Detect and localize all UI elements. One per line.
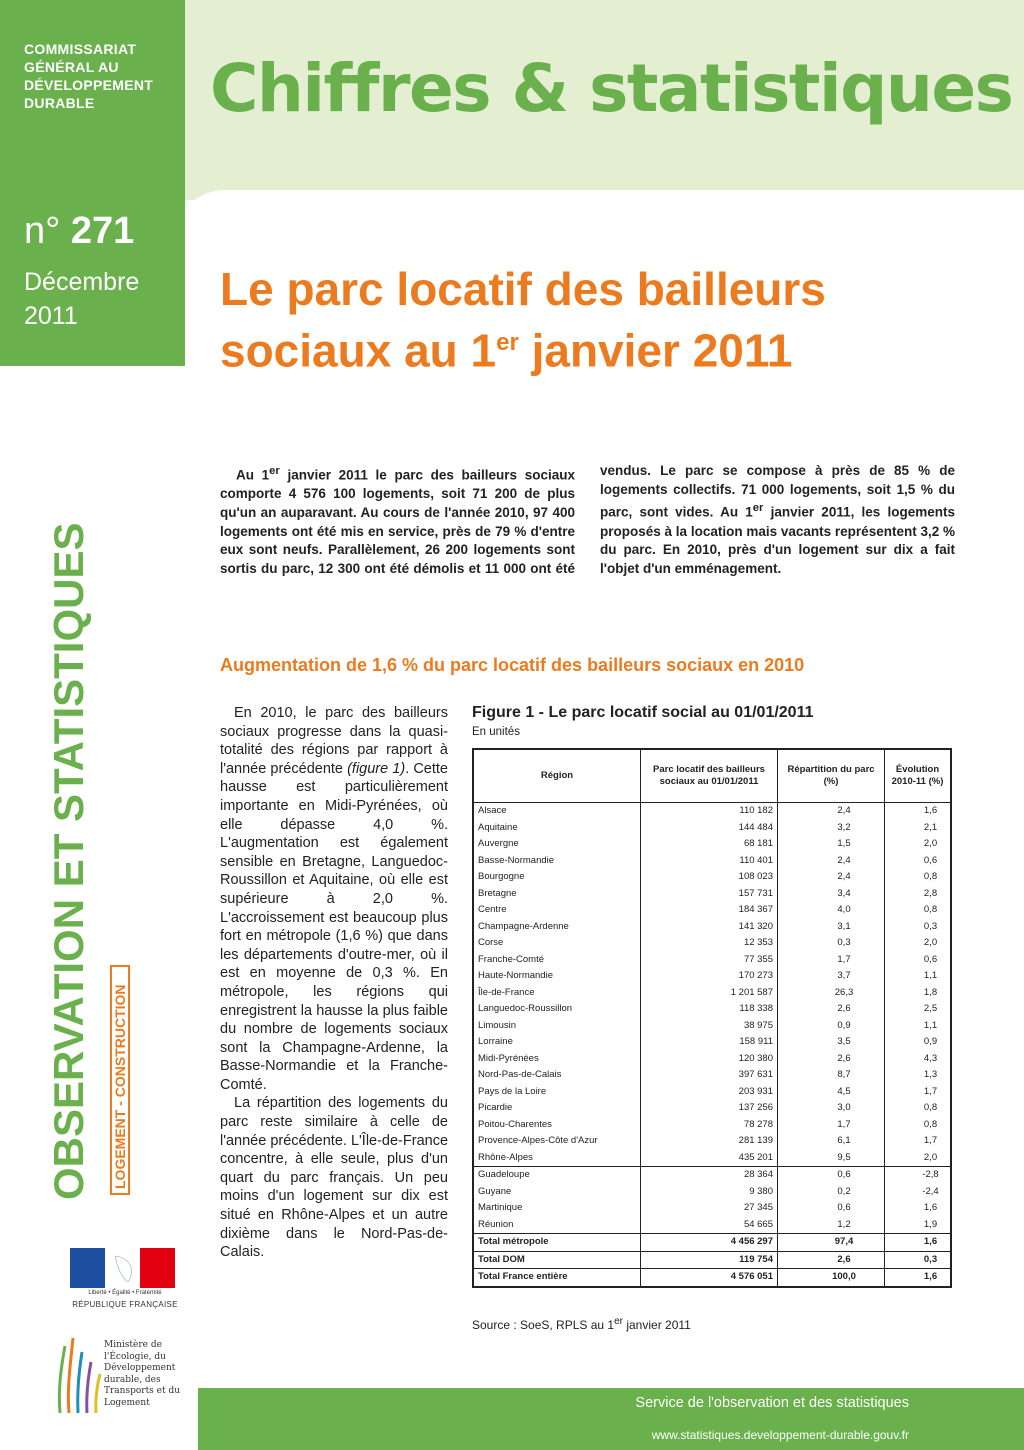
header-repartition: Répartition du parc (%)	[778, 749, 885, 803]
issue-prefix: n°	[24, 210, 61, 252]
cell-evolution: 0,6	[885, 952, 952, 969]
cell-parc: 170 273	[641, 968, 778, 985]
cell-repartition: 0,6	[778, 1167, 885, 1184]
issue-date	[24, 265, 184, 333]
cell-region: Basse-Normandie	[473, 853, 641, 870]
cell-repartition: 0,6	[778, 1200, 885, 1217]
table-row	[473, 1001, 951, 1018]
cell-region: Guyane	[473, 1184, 641, 1201]
cell-evolution: 0,8	[885, 902, 952, 919]
cell-parc: 78 278	[641, 1117, 778, 1134]
cell-parc: 1 201 587	[641, 985, 778, 1002]
cell-repartition: 2,6	[778, 1001, 885, 1018]
cell-region: Rhône-Alpes	[473, 1150, 641, 1167]
cell-evolution: 2,1	[885, 820, 952, 837]
cell-evolution: 0,8	[885, 1100, 952, 1117]
ministry-header-text: COMMISSARIAT GÉNÉRAL AU DÉVELOPPEMENT DURABLE	[24, 41, 154, 111]
table-row	[473, 1100, 951, 1117]
cell-repartition: 9,5	[778, 1150, 885, 1167]
body-text	[220, 704, 448, 1262]
cell-region: Alsace	[473, 803, 641, 820]
ministry-logo	[55, 1328, 105, 1418]
figure-unit: En unités	[472, 726, 520, 738]
cell-region: Midi-Pyrénées	[473, 1051, 641, 1068]
cell-repartition: 2,6	[778, 1251, 885, 1269]
table-row	[473, 952, 951, 969]
table-row	[473, 1117, 951, 1134]
cell-parc: 203 931	[641, 1084, 778, 1101]
table-row	[473, 1034, 951, 1051]
intro-sup: er	[269, 465, 280, 477]
cell-region: Martinique	[473, 1200, 641, 1217]
source-text-a: Source : SoeS, RPLS au 1	[472, 1318, 615, 1332]
cell-region: Total métropole	[473, 1234, 641, 1252]
cell-parc: 38 975	[641, 1018, 778, 1035]
table-row	[473, 886, 951, 903]
cell-parc: 118 338	[641, 1001, 778, 1018]
cell-region: Total France entière	[473, 1269, 641, 1287]
cell-evolution: 1,1	[885, 968, 952, 985]
table-row	[473, 1133, 951, 1150]
cell-parc: 141 320	[641, 919, 778, 936]
header-parc: Parc locatif des bailleurs sociaux au 01/01/2011	[641, 749, 778, 803]
cell-repartition: 2,4	[778, 853, 885, 870]
cell-region: Limousin	[473, 1018, 641, 1035]
cell-repartition: 0,3	[778, 935, 885, 952]
cell-region: Corse	[473, 935, 641, 952]
cell-repartition: 1,7	[778, 1117, 885, 1134]
cell-evolution: 0,3	[885, 919, 952, 936]
cell-parc: 281 139	[641, 1133, 778, 1150]
cell-region: Nord-Pas-de-Calais	[473, 1067, 641, 1084]
table-row	[473, 1150, 951, 1167]
article-title-sup: er	[496, 329, 519, 356]
cell-parc: 397 631	[641, 1067, 778, 1084]
body-p1-b: . Cette hausse est particulièrement importante en Midi-Pyrénées, où elle dépasse 4,0 %. L'augmentation est également sensible en Bretagne, Languedoc-Roussillon et Aquitaine, où elle est supérieure à 2,0 %. L'accroissement est beaucoup plus fort en métropole (1,6 %) que dans les départements d'outre-mer, où il est en moyenne de 0,3 %. En métropole, les régions qui enregistrent la hausse la plus faible du nombre de logements sociaux sont la Champagne-Ardenne, la Basse-Normandie et la Franche-Comté.	[220, 760, 448, 1093]
cell-evolution: -2,4	[885, 1184, 952, 1201]
cell-region: Poitou-Charentes	[473, 1117, 641, 1134]
footer-service: Service de l'observation et des statistiques	[635, 1395, 909, 1411]
header-evolution: Évolution 2010-11 (%)	[885, 749, 952, 803]
republique-text: RÉPUBLIQUE FRANÇAISE	[72, 1300, 178, 1309]
cell-evolution: 2,0	[885, 836, 952, 853]
issue-number	[24, 210, 134, 253]
cell-repartition: 4,5	[778, 1084, 885, 1101]
cell-evolution: 1,6	[885, 1269, 952, 1287]
cell-repartition: 0,2	[778, 1184, 885, 1201]
intro-text-b: janvier 2011 le parc des bailleurs sociaux comporte 4 576 100 logements, soit 71 200 de plus qu'un an auparavant. Au cours de l'année 2010, 97 400 logements ont été mis en service, près de 79 % d'entre eux sont neufs. Parallèlement, 26 200 logements sont sortis du parc, 12 300 ont été démolis et 11 000 ont été vendus. Le parc se compose à près de 85 % de logements collectifs. 71 000 logements, soit 1,5 % du parc, sont vides. Au 1	[220, 463, 955, 577]
cell-repartition: 3,7	[778, 968, 885, 985]
cell-evolution: 1,7	[885, 1133, 952, 1150]
cell-evolution: 1,6	[885, 803, 952, 820]
table-body	[473, 803, 951, 1287]
cell-parc: 54 665	[641, 1217, 778, 1234]
cell-evolution: 2,8	[885, 886, 952, 903]
cell-evolution: 2,0	[885, 1150, 952, 1167]
cell-evolution: 1,3	[885, 1067, 952, 1084]
table-row-total	[473, 1234, 951, 1252]
cell-evolution: 4,3	[885, 1051, 952, 1068]
cell-parc: 4 576 051	[641, 1269, 778, 1287]
cell-parc: 144 484	[641, 820, 778, 837]
footer-url-link[interactable]: www.statistiques.developpement-durable.gouv.fr	[651, 1428, 909, 1442]
cell-evolution: 0,8	[885, 1117, 952, 1134]
cell-region: Guadeloupe	[473, 1167, 641, 1184]
cell-region: Bourgogne	[473, 869, 641, 886]
vertical-series-title: OBSERVATION ET STATISTIQUES	[45, 522, 92, 1200]
body-p2: La répartition des logements du parc reste similaire à celle de l'année précédente. L'Île-de-France concentre, à elle seule, plus d'un quart du parc français. Un peu moins d'un logement sur dix est situé en Rhône-Alpes et un autre dixième dans le Nord-Pas-de-Calais.	[220, 1095, 449, 1261]
marianne-logo	[70, 1248, 175, 1288]
cell-parc: 119 754	[641, 1251, 778, 1269]
table-row	[473, 836, 951, 853]
table-row	[473, 1084, 951, 1101]
cell-repartition: 1,7	[778, 952, 885, 969]
cell-region: Total DOM	[473, 1251, 641, 1269]
cell-repartition: 100,0	[778, 1269, 885, 1287]
cell-repartition: 6,1	[778, 1133, 885, 1150]
cell-region: Auvergne	[473, 836, 641, 853]
cell-parc: 68 181	[641, 836, 778, 853]
cell-repartition: 3,2	[778, 820, 885, 837]
cell-evolution: 1,6	[885, 1200, 952, 1217]
cell-region: Bretagne	[473, 886, 641, 903]
table-row	[473, 820, 951, 837]
intro-text-a: Au 1	[236, 467, 270, 483]
cell-region: Picardie	[473, 1100, 641, 1117]
cell-evolution: 0,8	[885, 869, 952, 886]
cell-repartition: 8,7	[778, 1067, 885, 1084]
table-row-dom	[473, 1217, 951, 1234]
article-title-part2: janvier 2011	[518, 324, 793, 377]
cell-parc: 137 256	[641, 1100, 778, 1117]
cell-repartition: 0,9	[778, 1018, 885, 1035]
cell-parc: 27 345	[641, 1200, 778, 1217]
cell-parc: 184 367	[641, 902, 778, 919]
cell-region: Haute-Normandie	[473, 968, 641, 985]
cell-evolution: 1,7	[885, 1084, 952, 1101]
cell-region: Centre	[473, 902, 641, 919]
cell-region: Languedoc-Roussillon	[473, 1001, 641, 1018]
cell-parc: 4 456 297	[641, 1234, 778, 1252]
table-row	[473, 935, 951, 952]
cell-region: Provence-Alpes-Côte d'Azur	[473, 1133, 641, 1150]
cell-parc: 77 355	[641, 952, 778, 969]
cell-parc: 435 201	[641, 1150, 778, 1167]
table-row-total	[473, 1251, 951, 1269]
region-table	[472, 748, 952, 1288]
article-title-part1: Le parc locatif des bailleurs sociaux au 1	[220, 263, 826, 377]
source-sup: er	[614, 1316, 623, 1327]
figure-reference-link[interactable]: (figure 1)	[347, 760, 406, 777]
table-row	[473, 1051, 951, 1068]
table-row-dom	[473, 1184, 951, 1201]
issue-year: 2011	[24, 302, 78, 330]
cell-evolution: 2,5	[885, 1001, 952, 1018]
cell-region: Île-de-France	[473, 985, 641, 1002]
cell-region: Réunion	[473, 1217, 641, 1234]
table-row	[473, 919, 951, 936]
cell-parc: 9 380	[641, 1184, 778, 1201]
cell-evolution: 2,0	[885, 935, 952, 952]
cell-evolution: 1,9	[885, 1217, 952, 1234]
cell-repartition: 2,4	[778, 803, 885, 820]
table-row	[473, 1018, 951, 1035]
cell-repartition: 2,4	[778, 869, 885, 886]
cell-repartition: 26,3	[778, 985, 885, 1002]
cell-region: Lorraine	[473, 1034, 641, 1051]
cell-evolution: 1,8	[885, 985, 952, 1002]
article-title	[220, 262, 980, 377]
table-row	[473, 853, 951, 870]
intro-text-c: janvier 2011, les logements proposés à la location mais vacants représentent 3,2 % du parc. En 2010, près d'un logement sur dix a fait l'objet d'un emménagement.	[600, 504, 955, 577]
table-row-dom	[473, 1167, 951, 1184]
table-row	[473, 1067, 951, 1084]
publication-title: Chiffres & statistiques	[210, 50, 1013, 127]
body-p1-a: En 2010, le parc des bailleurs sociaux progresse dans la quasi-totalité des régions par rapport à l'année précédente	[220, 705, 448, 777]
cell-parc: 110 401	[641, 853, 778, 870]
source-text-b: janvier 2011	[623, 1318, 691, 1332]
cell-evolution: 1,1	[885, 1018, 952, 1035]
cell-region: Aquitaine	[473, 820, 641, 837]
cell-repartition: 1,5	[778, 836, 885, 853]
cell-repartition: 4,0	[778, 902, 885, 919]
table-row	[473, 803, 951, 820]
section-heading: Augmentation de 1,6 % du parc locatif des bailleurs sociaux en 2010	[220, 655, 805, 675]
intro-sup2: er	[752, 502, 764, 515]
cell-evolution: 0,6	[885, 853, 952, 870]
cell-parc: 108 023	[641, 869, 778, 886]
cell-parc: 120 380	[641, 1051, 778, 1068]
intro-summary	[220, 462, 955, 579]
cell-region: Pays de la Loire	[473, 1084, 641, 1101]
cell-repartition: 3,5	[778, 1034, 885, 1051]
issue-number-value: 271	[70, 210, 135, 252]
cell-repartition: 3,1	[778, 919, 885, 936]
cell-evolution: 1,6	[885, 1234, 952, 1252]
cell-repartition: 97,4	[778, 1234, 885, 1252]
table-row	[473, 869, 951, 886]
cell-parc: 110 182	[641, 803, 778, 820]
issue-month: Décembre	[24, 268, 140, 296]
table-row	[473, 902, 951, 919]
cell-parc: 157 731	[641, 886, 778, 903]
cell-region: Franche-Comté	[473, 952, 641, 969]
header-region: Région	[473, 749, 641, 803]
cell-parc: 158 911	[641, 1034, 778, 1051]
vertical-theme-label: LOGEMENT - CONSTRUCTION	[110, 965, 130, 1195]
cell-region: Champagne-Ardenne	[473, 919, 641, 936]
republique-tagline: Liberté • Égalité • Fraternité	[88, 1290, 162, 1296]
cell-repartition: 3,0	[778, 1100, 885, 1117]
table-row	[473, 968, 951, 985]
cell-repartition: 1,2	[778, 1217, 885, 1234]
cell-evolution: 0,9	[885, 1034, 952, 1051]
cell-evolution: -2,8	[885, 1167, 952, 1184]
table-row-dom	[473, 1200, 951, 1217]
ministry-name: Ministère de l'Écologie, du Développement durable, des Transports et du Logement	[104, 1340, 181, 1408]
cell-repartition: 2,6	[778, 1051, 885, 1068]
figure-title: Figure 1 - Le parc locatif social au 01/01/2011	[472, 704, 814, 721]
cell-repartition: 3,4	[778, 886, 885, 903]
cell-parc: 12 353	[641, 935, 778, 952]
cell-evolution: 0,3	[885, 1251, 952, 1269]
cell-parc: 28 364	[641, 1167, 778, 1184]
figure-source	[472, 1316, 691, 1332]
table-row	[473, 985, 951, 1002]
table-row-total	[473, 1269, 951, 1287]
